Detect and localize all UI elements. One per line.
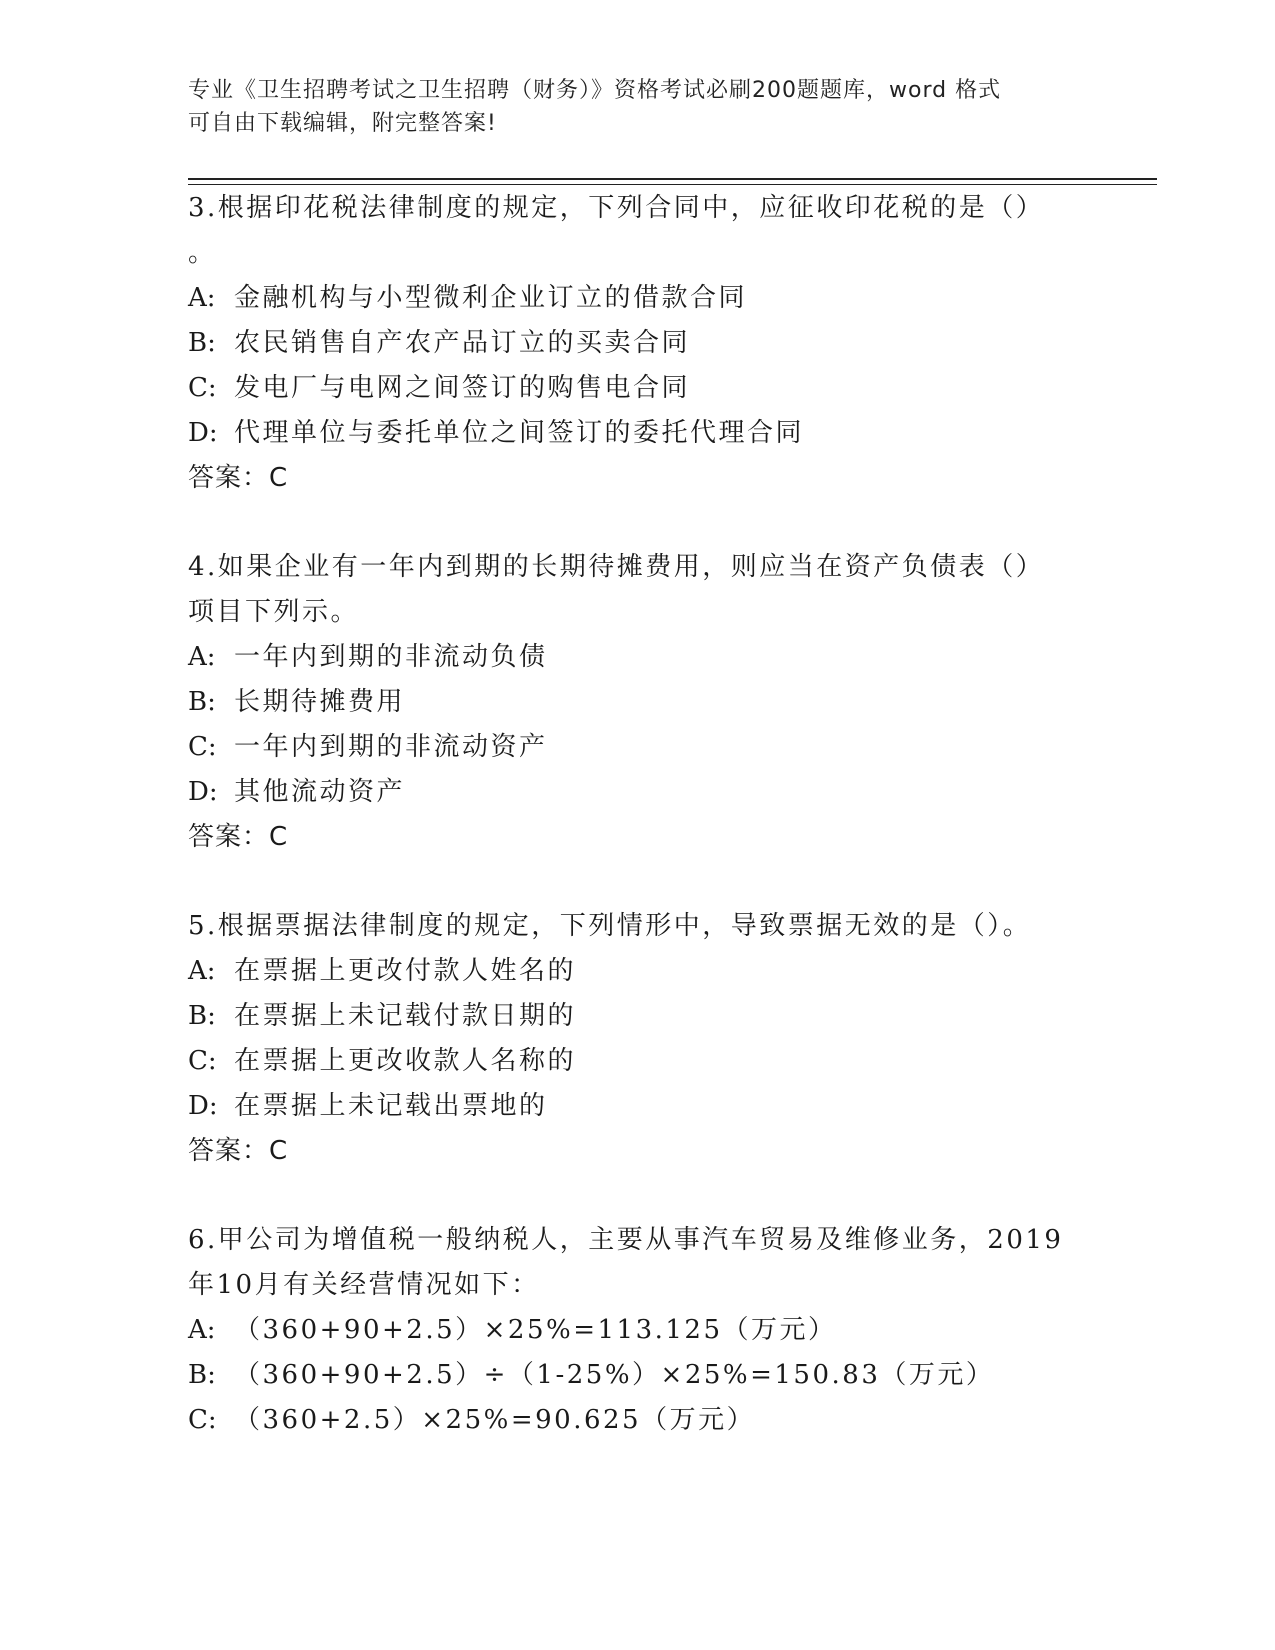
question-6 (188, 1218, 1088, 1443)
option-letter: A: (188, 956, 216, 986)
answer-line: 答案：C (188, 463, 289, 493)
header-divider-thick (188, 178, 1157, 180)
option-b (188, 994, 1088, 1039)
answer-line: 答案：C (188, 822, 289, 852)
option-letter: C: (188, 1405, 217, 1435)
option-d (188, 411, 1088, 456)
option-letter: B: (188, 687, 216, 717)
option-letter: A: (188, 642, 216, 672)
question-text-line: 3.根据印花税法律制度的规定，下列合同中，应征收印花税的是（） (188, 193, 1045, 223)
option-a (188, 276, 1088, 321)
header-divider-thin (188, 184, 1157, 185)
option-c (188, 1398, 1088, 1443)
option-letter: D: (188, 418, 218, 448)
option-text: 发电厂与电网之间签订的购售电合同 (234, 373, 691, 403)
answer-line: 答案：C (188, 1136, 289, 1166)
option-letter: A: (188, 283, 216, 313)
option-letter: A: (188, 1315, 216, 1345)
option-letter: B: (188, 1360, 216, 1390)
option-text: 金融机构与小型微利企业订立的借款合同 (234, 283, 748, 313)
option-b (188, 321, 1088, 366)
option-a (188, 1308, 1088, 1353)
question-spacer (188, 501, 1088, 545)
option-letter: D: (188, 1091, 218, 1121)
option-text: （360+2.5）×25%=90.625（万元） (234, 1405, 756, 1435)
question-text-line: 项目下列示。 (188, 597, 360, 627)
question-spacer (188, 1174, 1088, 1218)
option-b (188, 1353, 1088, 1398)
question-5 (188, 904, 1088, 1174)
option-letter: C: (188, 732, 217, 762)
option-text: （360+90+2.5）×25%=113.125（万元） (234, 1315, 837, 1345)
option-text: 农民销售自产农产品订立的买卖合同 (234, 328, 691, 358)
option-text: 其他流动资产 (234, 777, 406, 807)
option-text: （360+90+2.5）÷（1-25%）×25%=150.83（万元） (234, 1360, 995, 1390)
option-b (188, 680, 1088, 725)
question-spacer (188, 860, 1088, 904)
header-subtitle-line: 可自由下载编辑，附完整答案! (188, 111, 497, 136)
option-c (188, 1039, 1088, 1084)
option-letter: B: (188, 328, 216, 358)
option-text: 代理单位与委托单位之间签订的委托代理合同 (234, 418, 805, 448)
question-text-line: 6.甲公司为增值税一般纳税人，主要从事汽车贸易及维修业务，2019 (188, 1225, 1064, 1255)
option-text: 在票据上更改收款人名称的 (234, 1046, 577, 1076)
option-letter: D: (188, 777, 218, 807)
option-text: 在票据上更改付款人姓名的 (234, 956, 577, 986)
question-text-line: 。 (188, 238, 217, 268)
header-title-line: 专业《卫生招聘考试之卫生招聘（财务）》资格考试必刷200题题库，word 格式 (188, 78, 1002, 103)
option-c (188, 725, 1088, 770)
option-text: 一年内到期的非流动资产 (234, 732, 548, 762)
option-d (188, 770, 1088, 815)
question-3 (188, 186, 1088, 501)
option-c (188, 366, 1088, 411)
option-text: 一年内到期的非流动负债 (234, 642, 548, 672)
option-letter: B: (188, 1001, 216, 1031)
question-list (188, 186, 1088, 1443)
option-text: 长期待摊费用 (234, 687, 406, 717)
question-text-line: 年10月有关经营情况如下： (188, 1270, 540, 1300)
question-text-line: 5.根据票据法律制度的规定，下列情形中，导致票据无效的是（）。 (188, 911, 1032, 941)
document-header (188, 74, 1068, 140)
option-text: 在票据上未记载付款日期的 (234, 1001, 577, 1031)
option-letter: C: (188, 373, 217, 403)
option-text: 在票据上未记载出票地的 (234, 1091, 548, 1121)
question-4 (188, 545, 1088, 860)
question-text-line: 4.如果企业有一年内到期的长期待摊费用，则应当在资产负债表（） (188, 552, 1045, 582)
option-a (188, 635, 1088, 680)
option-letter: C: (188, 1046, 217, 1076)
option-d (188, 1084, 1088, 1129)
option-a (188, 949, 1088, 994)
